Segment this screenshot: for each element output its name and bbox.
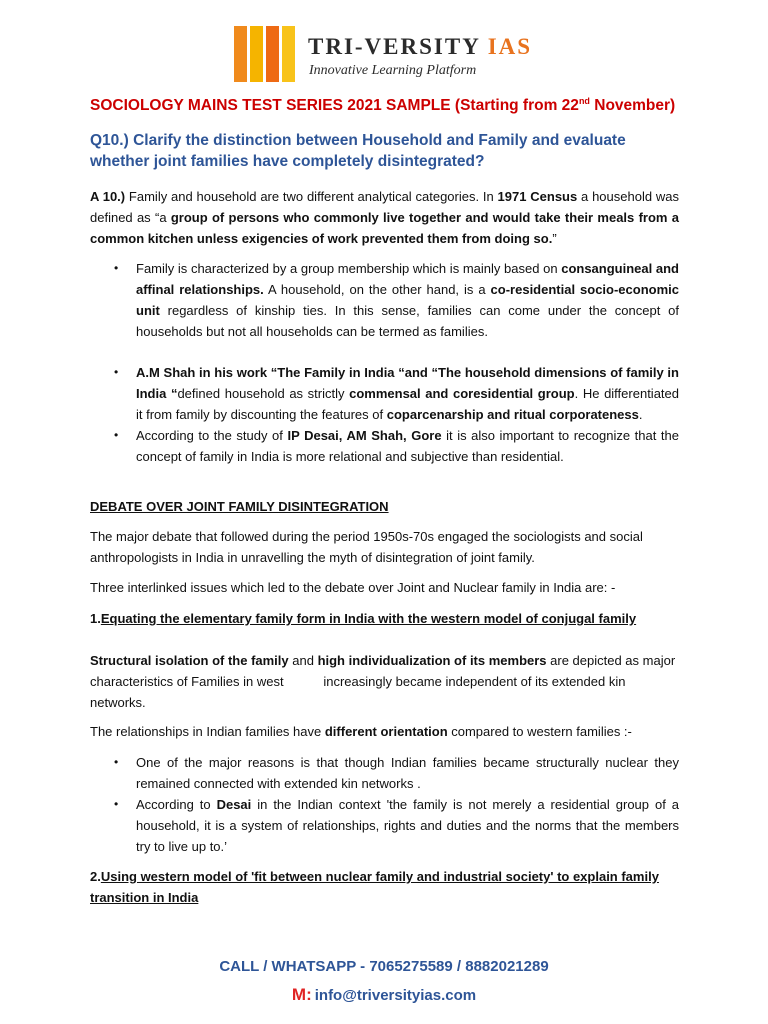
bullet-icon: • bbox=[114, 365, 119, 379]
bullet-text: One of the major reasons is that though Indian families became structurally nuclear they remained connected with extended kin networks . bbox=[136, 755, 679, 791]
relationships-paragraph bbox=[90, 721, 679, 742]
footer-contact-phone: CALL / WHATSAPP - 7065275589 / 8882021289 bbox=[219, 958, 549, 975]
bullet-list-c bbox=[112, 752, 679, 857]
bullet-icon: • bbox=[114, 797, 119, 811]
structural-bold: Structural isolation of the family bbox=[90, 653, 289, 668]
structural-bold: high individualization of its members bbox=[317, 653, 547, 668]
debate-paragraph-1: The major debate that followed during the period 1950s-70s engaged the sociologists and social anthropologists in India in unravelling the myth of disintegration of joint family. bbox=[90, 529, 643, 565]
answer-intro bbox=[90, 186, 679, 249]
relationships-text: The relationships in Indian families have bbox=[90, 724, 325, 739]
issue-number: 1. bbox=[90, 611, 101, 626]
answer-text: Family and household are two different analytical categories. In bbox=[125, 189, 498, 204]
list-item bbox=[112, 752, 679, 794]
logo-bars-icon bbox=[234, 24, 296, 84]
bullet-text: regardless of kinship ties. In this sense, families can come under the concept of households but not all households can be termed as families. bbox=[136, 303, 679, 339]
series-title-sup: nd bbox=[578, 96, 590, 106]
debate-heading-text: DEBATE OVER JOINT FAMILY DISINTEGRATION bbox=[90, 499, 389, 514]
structural-text: are depicted as major characteristics of Families in west bbox=[90, 653, 676, 689]
bullet-text: A household, on the other hand, is a bbox=[263, 282, 491, 297]
issue-title: Using western model of 'fit between nuclear family and industrial society' to explain family transition in India bbox=[90, 869, 659, 905]
bullet-bold: consanguineal and affinal relationships. bbox=[136, 261, 679, 297]
list-item bbox=[112, 794, 679, 857]
debate-paragraph-2: Three interlinked issues which led to the debate over Joint and Nuclear family in India are: - bbox=[90, 580, 616, 595]
series-title-main: SOCIOLOGY MAINS TEST SERIES 2021 SAMPLE (Starting from 22 bbox=[90, 97, 579, 115]
structural-paragraph bbox=[90, 650, 679, 713]
brand-name bbox=[308, 34, 532, 60]
answer-bold: 1971 Census bbox=[497, 189, 578, 204]
bullet-bold: Desai bbox=[216, 797, 252, 812]
question-heading bbox=[90, 130, 690, 172]
bullet-text: . bbox=[638, 407, 643, 422]
brand-tagline: Innovative Learning Platform bbox=[309, 63, 477, 78]
issue-2-heading bbox=[90, 866, 679, 908]
series-title bbox=[90, 96, 675, 115]
structural-text: and bbox=[288, 653, 318, 668]
list-item bbox=[112, 362, 679, 425]
logo-bar bbox=[234, 26, 247, 82]
brand-logo bbox=[234, 24, 534, 84]
bullet-bold: co-residential socio-economic unit bbox=[136, 282, 679, 318]
issue-title: Equating the elementary family form in India with the western model of conjugal family bbox=[100, 611, 637, 626]
logo-bar bbox=[266, 26, 279, 82]
bullet-bold: commensal and coresidential group bbox=[349, 386, 575, 401]
bullet-text: Family is characterized by a group membership which is mainly based on bbox=[136, 261, 562, 276]
bullet-list-b bbox=[112, 362, 679, 467]
debate-heading bbox=[90, 496, 679, 517]
series-title-tail: November) bbox=[589, 97, 676, 115]
bullet-bold: A.M Shah in his work “The Family in India “and “The household dimensions of family in India “ bbox=[136, 365, 679, 401]
email-link[interactable]: info@triversityias.com bbox=[314, 987, 477, 1004]
relationships-bold: different orientation bbox=[324, 724, 448, 739]
bullet-text: According to the study of bbox=[136, 428, 288, 443]
logo-bar bbox=[282, 26, 295, 82]
answer-label: A 10.) bbox=[90, 189, 126, 204]
bullet-icon: • bbox=[114, 755, 119, 769]
bullet-bold: coparcenarship and ritual corporateness bbox=[386, 407, 639, 422]
list-item bbox=[112, 425, 679, 467]
bullet-icon: • bbox=[114, 261, 119, 275]
logo-bar bbox=[250, 26, 263, 82]
brand-name-accent: IAS bbox=[487, 34, 533, 59]
answer-definition: group of persons who commonly live together and would take their meals from a common kitchen unless exigencies of work prevented them from doing so. bbox=[90, 210, 679, 246]
bullet-text: in the Indian context 'the family is not merely a residential group of a household, it is a system of relationships, rights and duties and the norms that the members try to live up to.’ bbox=[136, 797, 679, 854]
answer-text: a household was defined as “a bbox=[90, 189, 680, 225]
list-item bbox=[112, 258, 679, 342]
mail-icon: M: bbox=[291, 985, 312, 1004]
bullet-bold: IP Desai, AM Shah, Gore bbox=[287, 428, 442, 443]
issue-1-heading bbox=[90, 608, 679, 629]
brand-name-main: TRI-VERSITY bbox=[308, 34, 488, 59]
structural-gap bbox=[284, 674, 324, 689]
question-line-1: Q10.) Clarify the distinction between Household and Family and evaluate bbox=[90, 132, 626, 149]
question-line-2: whether joint families have completely disintegrated? bbox=[90, 153, 485, 170]
issue-number: 2. bbox=[90, 869, 101, 884]
bullet-text: . He differentiated it from family by discounting the features of bbox=[136, 386, 679, 422]
answer-text: ” bbox=[552, 231, 557, 246]
bullet-list-a bbox=[112, 258, 679, 342]
bullet-icon: • bbox=[114, 428, 119, 442]
bullet-text: defined household as strictly bbox=[177, 386, 350, 401]
footer-contact-email bbox=[0, 985, 768, 1005]
bullet-text: it is also important to recognize that the concept of family in India is more relational and subjective than residential. bbox=[136, 428, 679, 464]
bullet-text: According to bbox=[136, 797, 217, 812]
structural-text: increasingly became independent of its extended kin networks. bbox=[90, 674, 626, 710]
relationships-text: compared to western families :- bbox=[447, 724, 632, 739]
